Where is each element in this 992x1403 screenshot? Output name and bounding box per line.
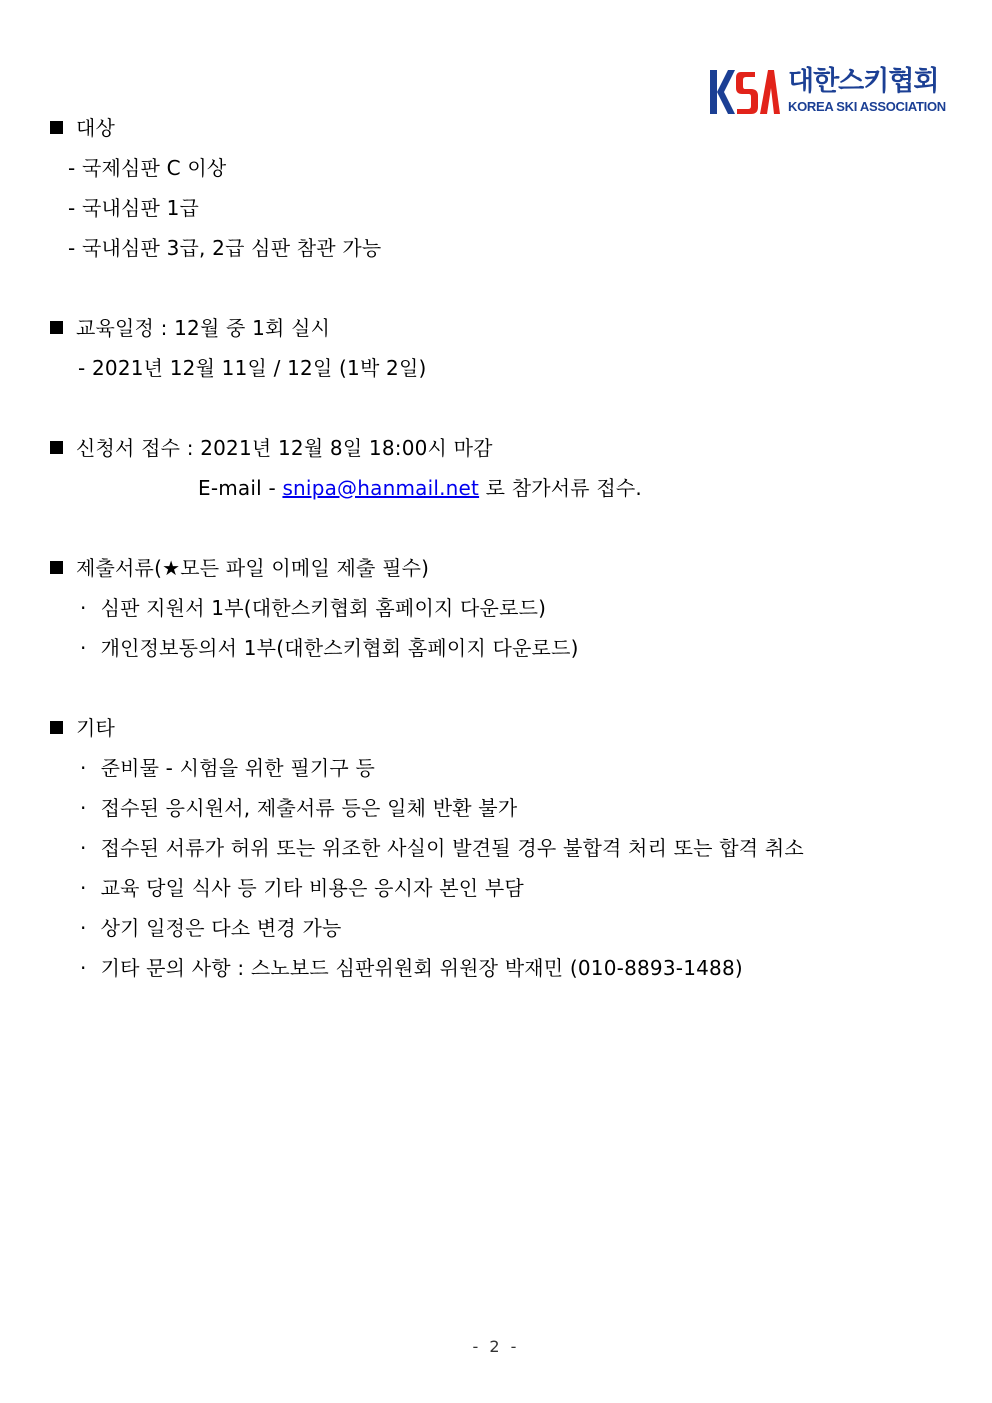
etc-item: · 상기 일정은 다소 변경 가능 — [80, 916, 342, 940]
dot-bullet: · — [80, 756, 87, 780]
ksa-logo-mark-icon — [708, 68, 780, 116]
target-item: - 국내심판 3급, 2급 심판 참관 가능 — [68, 236, 382, 260]
schedule-detail: - 2021년 12월 11일 / 12일 (1박 2일) — [78, 356, 427, 380]
etc-item: · 접수된 응시원서, 제출서류 등은 일체 반환 불가 — [80, 796, 518, 820]
square-bullet-icon — [50, 121, 63, 134]
square-bullet-icon — [50, 721, 63, 734]
etc-item: · 준비물 - 시험을 위한 필기구 등 — [80, 756, 376, 780]
schedule-heading: 교육일정 : 12월 중 1회 실시 — [50, 315, 330, 341]
logo-korean-name: 대한스키협회 — [788, 66, 939, 97]
documents-item: · 심판 지원서 1부(대한스키협회 홈페이지 다운로드) — [80, 596, 547, 620]
etc-item: · 접수된 서류가 허위 또는 위조한 사실이 발견될 경우 불합격 처리 또는 합격 취소 — [80, 836, 804, 860]
etc-heading: 기타 — [50, 715, 115, 741]
dot-bullet: · — [80, 596, 87, 620]
documents-heading: 제출서류(★모든 파일 이메일 제출 필수) — [50, 555, 429, 581]
etc-item: · 교육 당일 식사 등 기타 비용은 응시자 본인 부담 — [80, 876, 524, 900]
square-bullet-icon — [50, 441, 63, 454]
ksa-logo — [708, 66, 948, 118]
etc-item: · 기타 문의 사항 : 스노보드 심판위원회 위원장 박재민 (010-8893-1488) — [80, 956, 743, 980]
square-bullet-icon — [50, 561, 63, 574]
dot-bullet: · — [80, 956, 87, 980]
application-email-line — [198, 475, 642, 501]
target-heading: 대상 — [50, 115, 115, 141]
dot-bullet: · — [80, 796, 87, 820]
documents-item: · 개인정보동의서 1부(대한스키협회 홈페이지 다운로드) — [80, 636, 579, 660]
dot-bullet: · — [80, 876, 87, 900]
email-prefix: E-mail - — [198, 476, 283, 500]
target-item: - 국내심판 1급 — [68, 196, 200, 220]
page-number: - 2 - — [472, 1337, 520, 1356]
email-link[interactable]: snipa@hanmail.net — [282, 476, 480, 500]
dot-bullet: · — [80, 916, 87, 940]
dot-bullet: · — [80, 636, 87, 660]
logo-english-name: KOREA SKI ASSOCIATION — [788, 99, 946, 114]
application-heading: 신청서 접수 : 2021년 12월 8일 18:00시 마감 — [50, 435, 493, 461]
email-suffix: 로 참가서류 접수. — [479, 476, 642, 500]
square-bullet-icon — [50, 321, 63, 334]
target-item: - 국제심판 C 이상 — [68, 156, 227, 180]
dot-bullet: · — [80, 836, 87, 860]
